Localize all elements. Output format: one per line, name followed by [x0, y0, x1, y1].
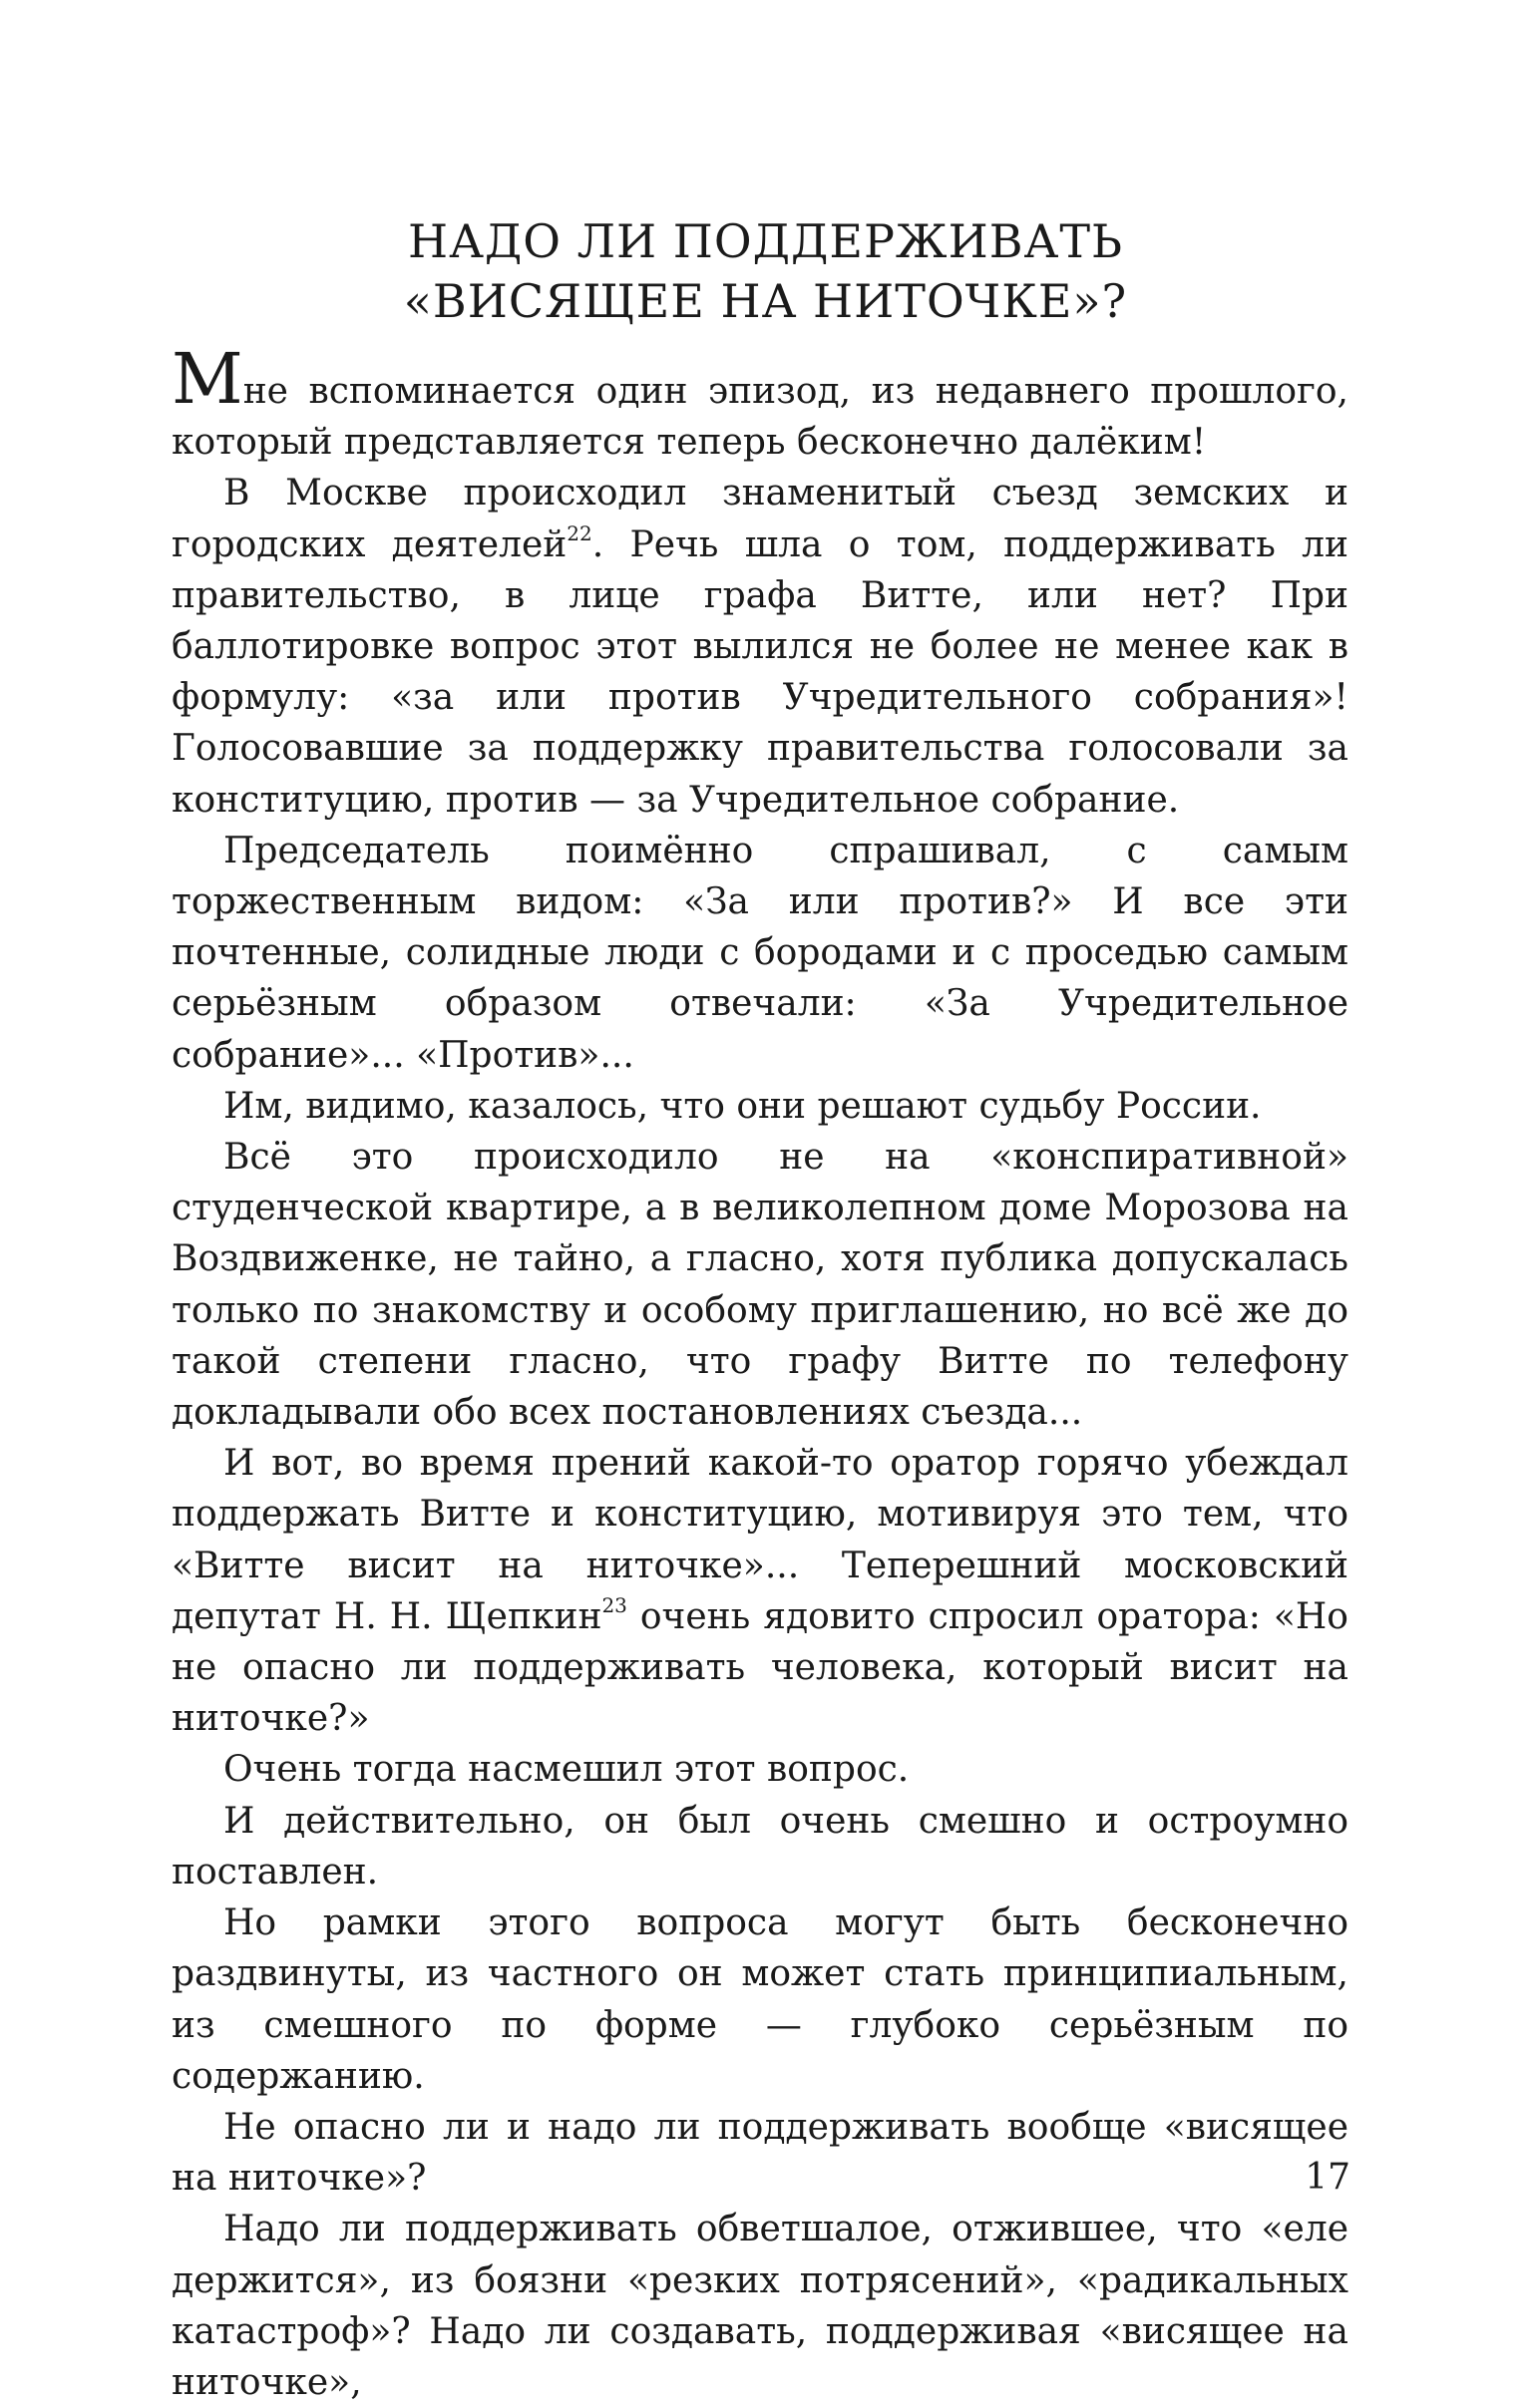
body-text: [172, 338, 1348, 2408]
paragraph-1-text: не вспоминается один эпизод, из недавнего прошлого, который представляется теперь бесконечно далёким!: [172, 371, 1348, 464]
paragraph-4: Им, видимо, казалось, что они решают судьбу России.: [223, 1085, 1262, 1127]
chapter-title-line-1: НАДО ЛИ ПОДДЕРЖИВАТЬ: [407, 214, 1124, 268]
paragraph-2-text-b: . Речь шла о том, поддерживать ли правительство, в лице графа Витте, или нет? При баллотировке вопрос этот вылился не более не менее как в формулу: «за или против Учредительного собрания»! Голосовавшие за поддержку правительства голосовали за конституцию, против — за Учредительное собрание.: [172, 523, 1348, 821]
paragraph-3: Председатель поимённо спрашивал, с самым торжественным видом: «За или против?» И все эти почтенные, солидные люди с бородами и с проседью самым серьёзным образом отвечали: «За Учредительное собрание»... «Против»...: [172, 830, 1348, 1076]
paragraph-2: [172, 468, 1348, 825]
paragraph-6: [172, 1438, 1348, 1744]
paragraph-8: И действительно, он был очень смешно и остроумно поставлен.: [172, 1800, 1348, 1892]
paragraph-6-text-a: И вот, во время прений какой-то оратор горячо убеждал поддержать Витте и конституцию, мотивируя это тем, что «Витте висит на ниточке»... Теперешний московский депутат Н. Н. Щепкин: [172, 1443, 1348, 1637]
chapter-title-line-2: «ВИСЯЩЕЕ НА НИТОЧКЕ»?: [403, 274, 1128, 328]
paragraph-6-text-b: очень ядовито спросил оратора: «Но не опасно ли поддерживать человека, который висит на ниточке?»: [172, 1595, 1348, 1740]
paragraph-7: Очень тогда насмешил этот вопрос.: [223, 1749, 910, 1791]
paragraph-5: Всё это происходило не на «конспиративной» студенческой квартире, а в великолепном доме Морозова на Воздвиженке, не тайно, а гласно, хотя публика допускалась только по знакомству и особому приглашению, но всё же до такой степени гласно, что графу Витте по телефону докладывали обо всех постановлениях съезда...: [172, 1137, 1348, 1434]
drop-cap: М: [172, 338, 243, 420]
chapter-title: [0, 211, 1531, 331]
paragraph-11: Надо ли поддерживать обветшалое, отжившее, что «еле держится», из боязни «резких потрясений», «радикальных катастроф»? Надо ли создавать, поддерживая «висящее на ниточке»,: [172, 2209, 1348, 2403]
footnote-ref-22: 22: [567, 520, 592, 545]
page-number: 17: [1305, 2157, 1350, 2198]
paragraph-2-text-a: В Москве происходил знаменитый съезд земских и городских деятелей: [172, 473, 1348, 565]
footnote-ref-23: 23: [601, 1592, 627, 1617]
paragraph-10: Не опасно ли и надо ли поддерживать вообще «висящее на ниточке»?: [172, 2106, 1348, 2200]
paragraph-1: [172, 338, 1348, 468]
paragraph-9: Но рамки этого вопроса могут быть бесконечно раздвинуты, из частного он может стать принципиальным, из смешного по форме — глубоко серьёзным по содержанию.: [172, 1902, 1348, 2097]
